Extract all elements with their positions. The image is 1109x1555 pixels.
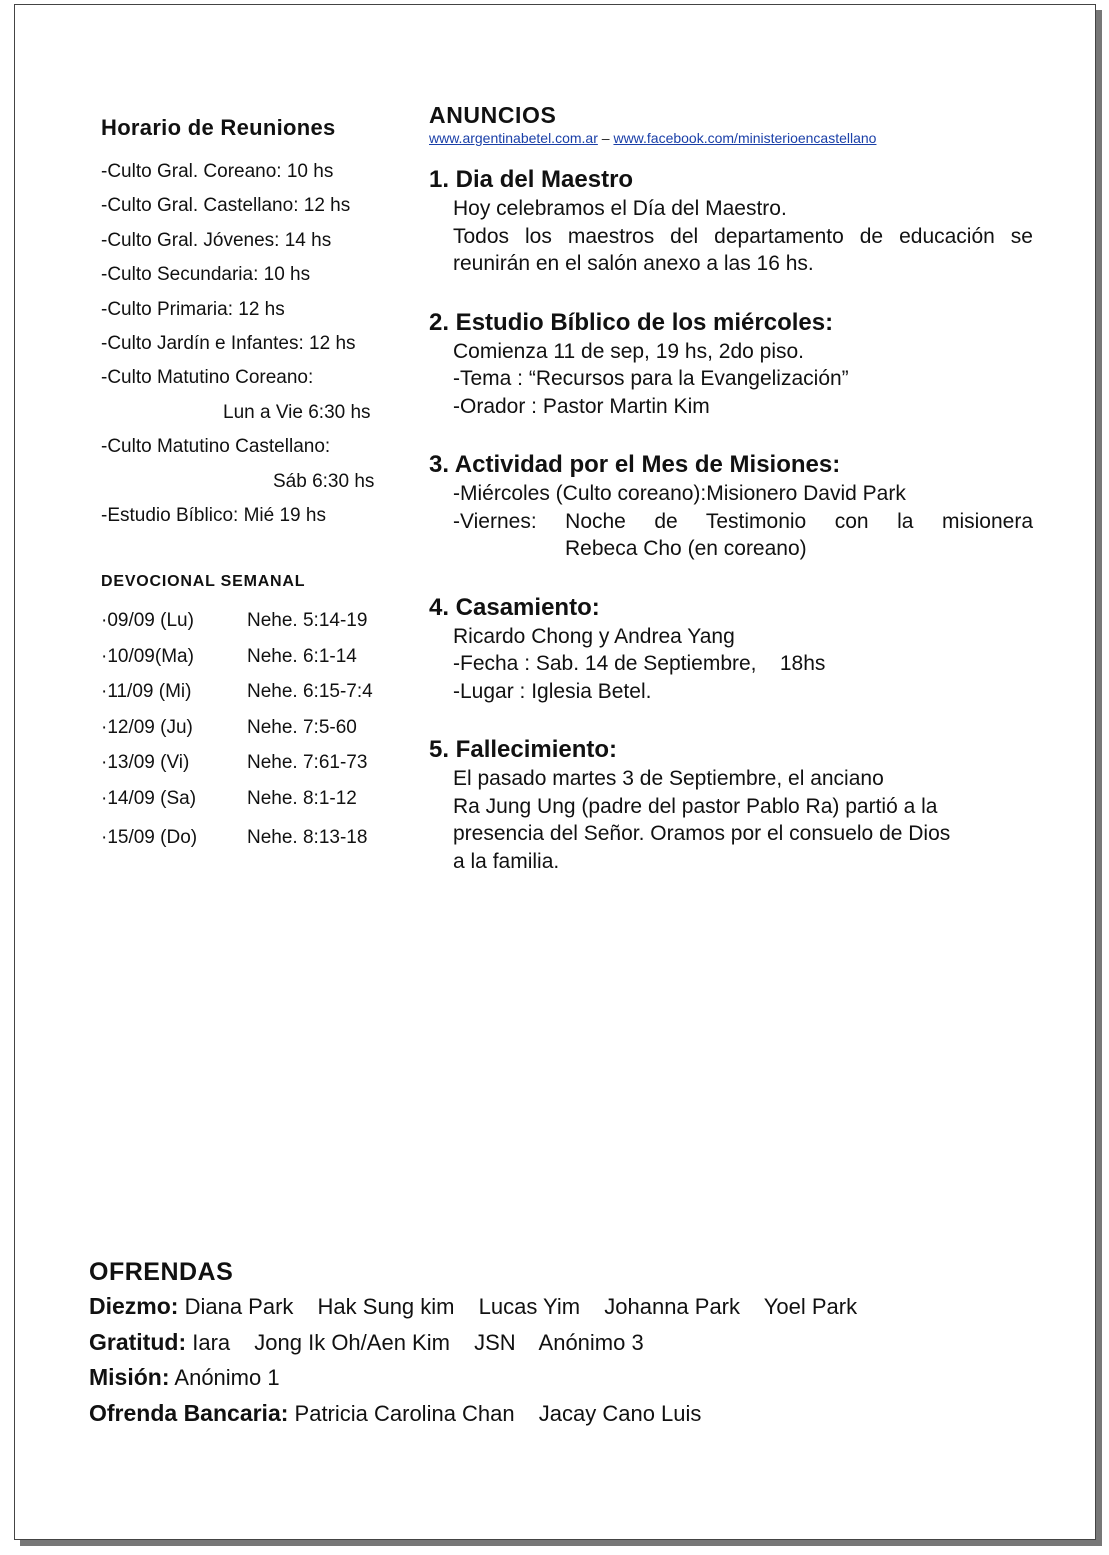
schedule-title: Horario de Reuniones <box>101 115 336 140</box>
devotional-date: ·14/09 (Sa) <box>101 787 197 809</box>
announcement-heading: 4. Casamiento: <box>429 593 600 621</box>
announcement-line: a la familia. <box>453 849 560 873</box>
schedule-item: -Culto Matutino Castellano: <box>101 436 331 458</box>
offering-row-diezmo <box>89 1289 1049 1325</box>
offering-name: JSN <box>474 1329 516 1355</box>
announcement-line: Hoy celebramos el Día del Maestro. <box>453 197 787 220</box>
schedule-item: -Culto Gral. Castellano: 12 hs <box>101 195 351 217</box>
devotional-date: ·15/09 (Do) <box>101 827 198 849</box>
announcement-links <box>429 129 1033 147</box>
devotional-ref: Nehe. 7:5-60 <box>247 716 357 738</box>
devotional-row <box>101 745 421 781</box>
announcement-heading: 5. Fallecimiento: <box>429 736 618 763</box>
announcement-line: -Tema : “Recursos para la Evangelización” <box>453 367 849 390</box>
announcement-line: Ricardo Chong y Andrea Yang <box>453 624 735 648</box>
devotional-table <box>101 603 421 856</box>
offerings-section <box>89 1255 1049 1431</box>
devotional-title: DEVOCIONAL SEMANAL <box>101 573 306 591</box>
offering-name: Yoel Park <box>763 1294 858 1319</box>
offering-name: Jacay Cano Luis <box>538 1400 702 1426</box>
announcement-line: -Lugar : Iglesia Betel. <box>453 679 652 703</box>
offerings-title: OFRENDAS <box>89 1258 234 1286</box>
devotional-row <box>101 781 421 817</box>
announcement-item <box>429 165 1033 278</box>
schedule-item: -Culto Matutino Coreano: <box>101 367 314 389</box>
devotional-ref: Nehe. 6:15-7:4 <box>247 681 373 703</box>
devotional-ref: Nehe. 7:61-73 <box>247 752 368 774</box>
announcement-heading: 1. Dia del Maestro <box>429 166 634 193</box>
announcement-line: -Miércoles (Culto coreano):Misionero David Park <box>453 482 906 505</box>
offering-row-gratitud <box>89 1325 1049 1361</box>
announcement-line: -Fecha : Sab. 14 de Septiembre, 18hs <box>453 652 826 675</box>
announcement-line: presencia del Señor. Oramos por el consuelo de Dios <box>453 822 951 845</box>
schedule-list <box>101 155 421 533</box>
schedule-item: -Culto Secundaria: 10 hs <box>101 264 311 286</box>
announcement-line: Todos los maestros del departamento de educación se reunirán en el salón anexo a las 16 hs. <box>453 224 1033 275</box>
schedule-item: -Culto Gral. Jóvenes: 14 hs <box>101 229 332 251</box>
offering-name: Diana Park <box>184 1294 294 1319</box>
right-column <box>429 101 1033 875</box>
devotional-date: ·13/09 (Vi) <box>101 752 190 774</box>
offering-name: Anónimo 1 <box>174 1365 280 1390</box>
offering-name: Lucas Yim <box>478 1294 581 1319</box>
announcement-line: Rebeca Cho (en coreano) <box>565 537 807 560</box>
announcement-item <box>429 308 1033 421</box>
offering-label: Ofrenda Bancaria: <box>89 1399 289 1426</box>
devotional-ref: Nehe. 6:1-14 <box>247 645 357 667</box>
devotional-date: ·10/09(Ma) <box>101 645 194 667</box>
schedule-item: -Culto Gral. Coreano: 10 hs <box>101 161 334 182</box>
link-separator: – <box>597 130 614 146</box>
offering-label: Diezmo: <box>89 1293 179 1319</box>
facebook-link[interactable]: www.facebook.com/ministerioencastellano <box>613 130 877 146</box>
schedule-item-time: Sáb 6:30 hs <box>273 470 375 492</box>
announcement-line: Ra Jung Ung (padre del pastor Pablo Ra) partió a la <box>453 794 938 818</box>
devotional-ref: Nehe. 5:14-19 <box>247 610 368 632</box>
schedule-item: -Estudio Bíblico: Mié 19 hs <box>101 504 326 526</box>
offering-name: Iara <box>192 1329 231 1355</box>
announcement-heading: 2. Estudio Bíblico de los miércoles: <box>429 308 834 336</box>
offering-row-mision <box>89 1360 1049 1396</box>
devotional-date: ·09/09 (Lu) <box>101 610 194 632</box>
devotional-row <box>101 639 421 675</box>
announcement-heading: 3. Actividad por el Mes de Misiones: <box>429 451 841 478</box>
announcement-line: Comienza 11 de sep, 19 hs, 2do piso. <box>453 339 805 363</box>
devotional-row <box>101 603 421 639</box>
offering-name: Johanna Park <box>604 1294 741 1319</box>
offering-label: Misión: <box>89 1364 170 1390</box>
offering-name: Hak Sung kim <box>317 1294 455 1319</box>
offering-name: Patricia Carolina Chan <box>294 1400 515 1426</box>
website-link[interactable]: www.argentinabetel.com.ar <box>429 130 598 146</box>
devotional-row <box>101 674 421 710</box>
announcement-item <box>429 593 1033 706</box>
announcement-line: -Orador : Pastor Martin Kim <box>453 394 710 418</box>
announcement-item <box>429 735 1033 875</box>
offering-label: Gratitud: <box>89 1328 187 1355</box>
schedule-item: -Culto Jardín e Infantes: 12 hs <box>101 332 356 354</box>
devotional-date: ·12/09 (Ju) <box>101 716 193 738</box>
announcement-line: El pasado martes 3 de Septiembre, el anciano <box>453 767 884 790</box>
announcement-line: -Viernes: Noche de Testimonio con la misionera <box>453 509 1033 533</box>
schedule-item-time: Lun a Vie 6:30 hs <box>223 401 371 423</box>
offering-row-bancaria <box>89 1396 1049 1432</box>
devotional-ref: Nehe. 8:13-18 <box>247 827 368 849</box>
devotional-date: ·11/09 (Mi) <box>101 681 192 703</box>
offering-name: Jong Ik Oh/Aen Kim <box>254 1329 450 1355</box>
devotional-row <box>101 820 421 856</box>
announcement-item <box>429 450 1033 563</box>
bulletin-page <box>14 4 1096 1540</box>
schedule-item: -Culto Primaria: 12 hs <box>101 298 285 320</box>
offering-name: Anónimo 3 <box>538 1329 644 1355</box>
announcements-title: ANUNCIOS <box>429 102 557 128</box>
left-column <box>101 115 421 856</box>
devotional-row <box>101 710 421 746</box>
devotional-ref: Nehe. 8:1-12 <box>247 787 357 809</box>
